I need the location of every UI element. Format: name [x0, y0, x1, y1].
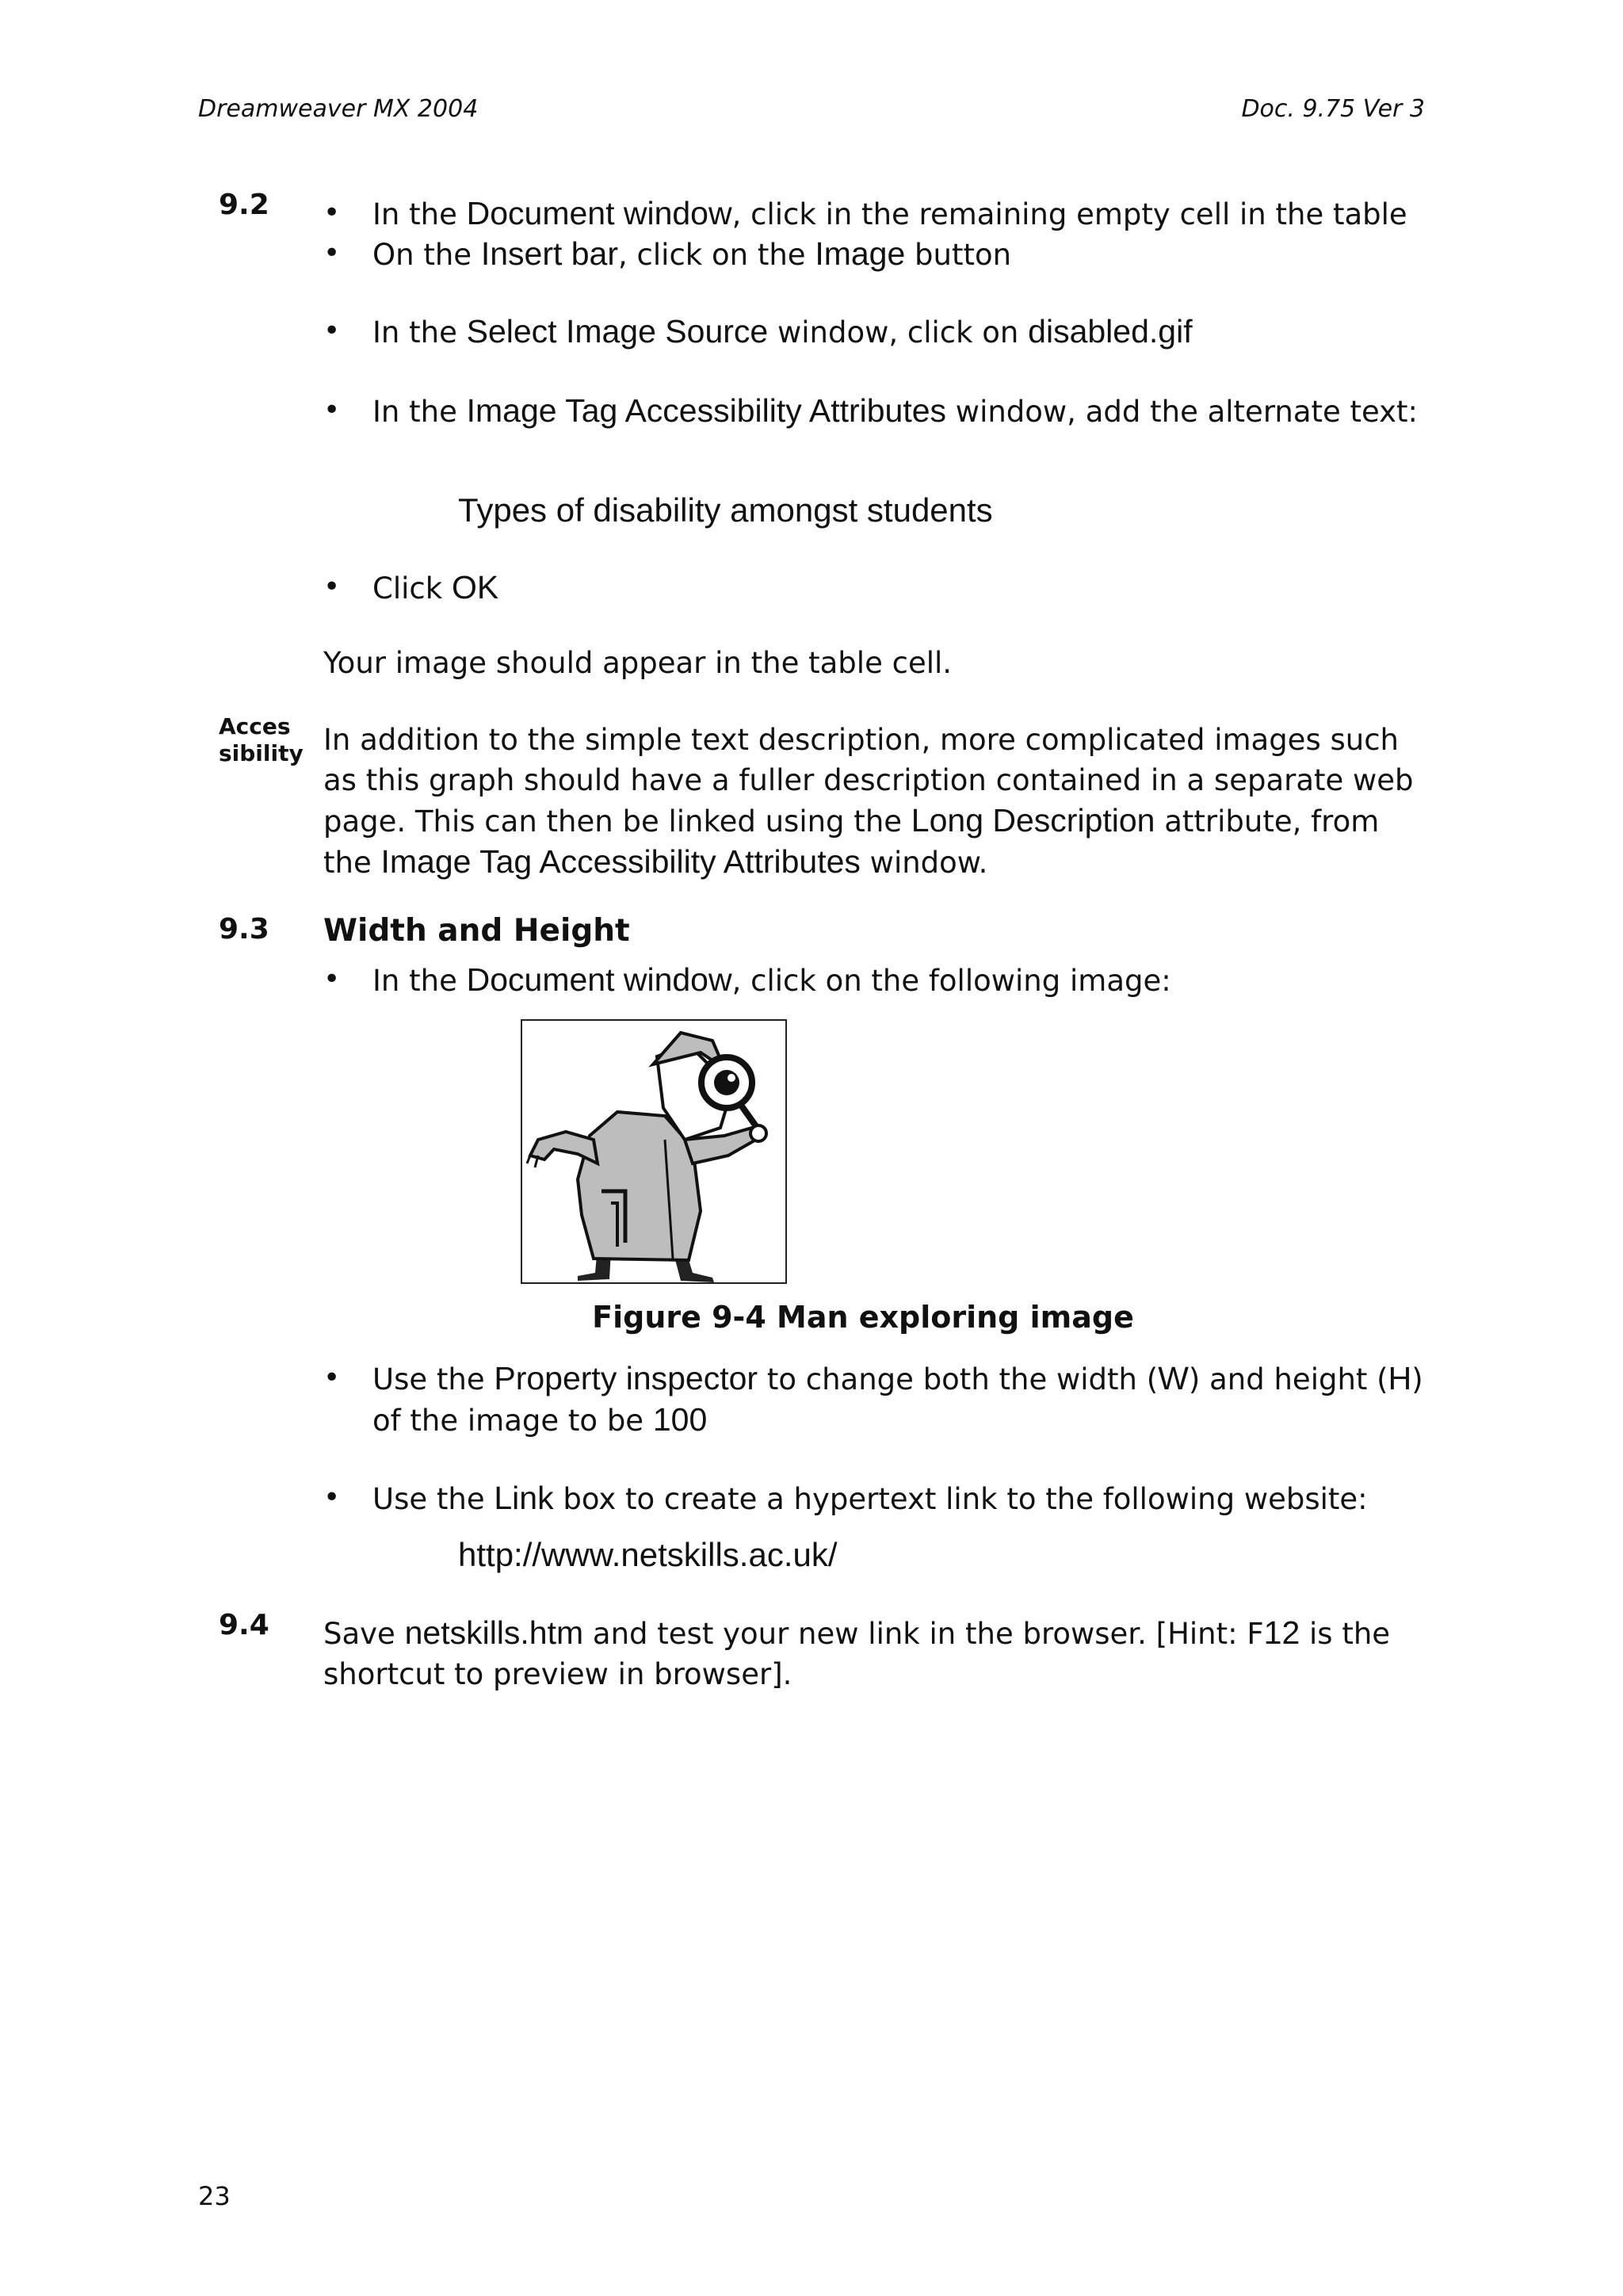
bullet-icon: •: [323, 1362, 341, 1394]
ui-term: netskills.htm: [404, 1614, 584, 1651]
header-title: Dreamweaver MX 2004: [198, 95, 479, 123]
text: window.: [860, 846, 988, 880]
text: window, click on: [768, 315, 1029, 350]
ui-term: disabled.gif: [1028, 313, 1193, 350]
figure-caption: Figure 9-4 Man exploring image: [592, 1300, 1134, 1335]
text: In addition to the simple text description, more complicated images such as this graph should have a fuller description contained in a separate web page. This can then be linked using the: [323, 723, 1414, 839]
section-number-9-2: 9.2: [219, 189, 269, 221]
bullet-icon: •: [323, 1481, 341, 1514]
bullet-icon: •: [323, 197, 341, 229]
page-number: 23: [198, 2181, 231, 2211]
text: Save: [323, 1617, 405, 1651]
alt-text-value: Types of disability amongst students: [458, 491, 993, 529]
accessibility-margin-note: [219, 713, 304, 767]
text: Use the: [372, 1482, 495, 1516]
text: attribute, from the: [323, 804, 1380, 880]
man-exploring-figure[interactable]: [521, 1019, 787, 1284]
bullet-icon: •: [323, 571, 341, 603]
bullet-icon: •: [323, 394, 341, 426]
text: In the: [372, 315, 467, 350]
text: Use the: [372, 1362, 495, 1396]
section-heading: Width and Height: [323, 913, 630, 949]
text: box to create a hypertext link to the following website:: [553, 1482, 1368, 1516]
text: and test your new link in the browser. [Hint: F: [583, 1617, 1264, 1651]
save-instruction: [323, 1613, 1417, 1694]
ui-term: Document window: [466, 961, 732, 998]
text: Click: [372, 571, 452, 606]
ui-term: W: [1158, 1360, 1189, 1396]
text: On the: [372, 238, 481, 272]
text: window, add the alternate text:: [946, 395, 1419, 429]
text: , click on the: [618, 238, 815, 272]
ui-term: 12: [1263, 1614, 1300, 1651]
ui-term: Select Image Source: [466, 313, 769, 350]
bullet-icon: •: [323, 237, 341, 269]
ui-term: 100: [652, 1401, 708, 1438]
detective-illustration: [522, 1021, 785, 1282]
bullet-icon: •: [323, 963, 341, 995]
margin-note-line: Acces: [219, 713, 291, 739]
section-number-9-3: 9.3: [219, 913, 269, 946]
result-text: Your image should appear in the table cell.: [323, 646, 953, 680]
ui-term: Long Description: [911, 802, 1155, 839]
text: In the: [372, 395, 467, 429]
ui-term: H: [1388, 1360, 1412, 1396]
ui-term: Image Tag Accessibility Attributes: [466, 392, 947, 429]
text: , click in the remaining empty cell in the table: [731, 197, 1407, 231]
text: In the: [372, 964, 467, 998]
text: ) and height (: [1188, 1362, 1388, 1396]
ui-term: Link: [494, 1480, 554, 1516]
bullet-icon: •: [323, 315, 341, 347]
ui-term: Property inspector: [494, 1360, 758, 1396]
section-number-9-4: 9.4: [219, 1609, 269, 1641]
ui-term: OK: [451, 569, 499, 606]
text: , click on the following image:: [731, 964, 1171, 998]
text: is the shortcut to preview in browser].: [323, 1617, 1391, 1691]
ui-term: Document window: [466, 195, 732, 231]
text: ) of the image to be: [372, 1362, 1423, 1438]
accessibility-paragraph: [323, 720, 1433, 883]
website-url-link[interactable]: http://www.netskills.ac.uk/: [458, 1536, 838, 1573]
header-doc-version: Doc. 9.75 Ver 3: [1241, 95, 1425, 123]
ui-term: Image: [815, 235, 906, 272]
ui-term: Image Tag Accessibility Attributes: [380, 843, 861, 880]
text: In the: [372, 197, 467, 231]
ui-term: Insert bar: [480, 235, 619, 272]
text: to change both the width (: [758, 1362, 1159, 1396]
text: button: [905, 238, 1012, 272]
margin-note-line: sibility: [219, 740, 304, 766]
